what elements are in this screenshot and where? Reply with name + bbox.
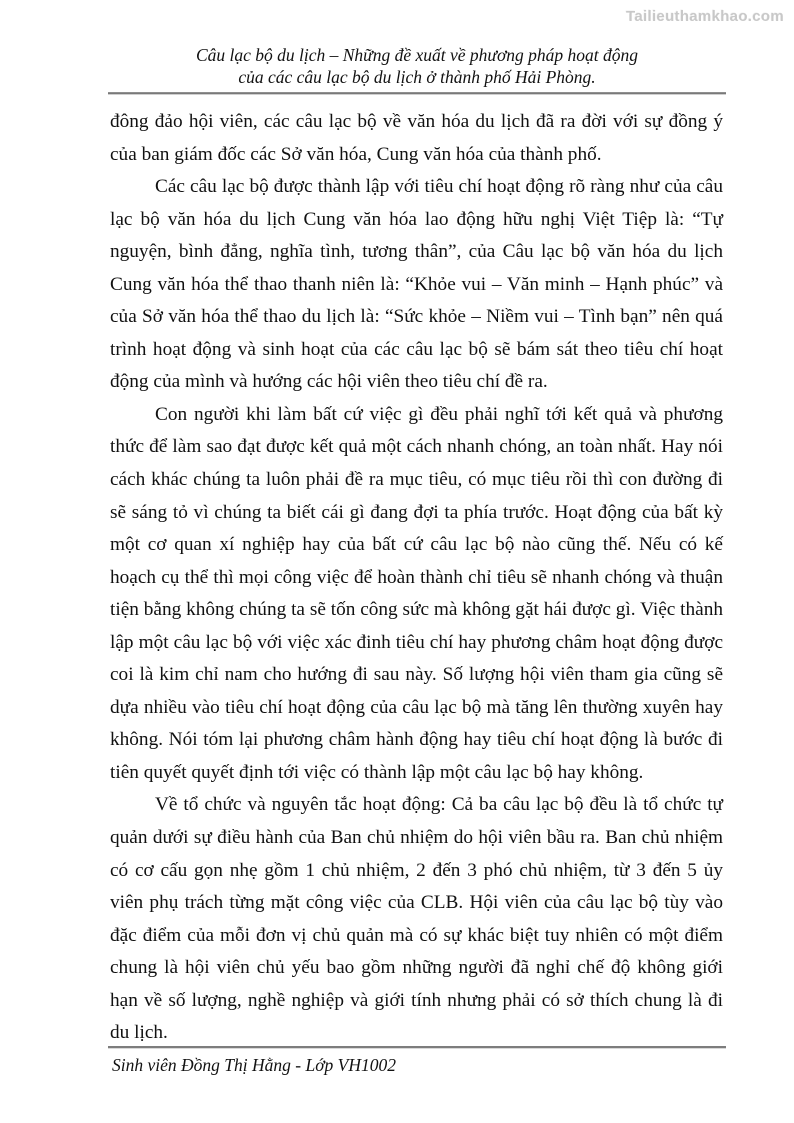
header-title-line-1: Câu lạc bộ du lịch – Những đề xuất về phương pháp hoạt động — [195, 45, 639, 65]
header-title-line-2: của các câu lạc bộ du lịch ở thành phố Hải Phòng. — [238, 66, 596, 87]
page-footer — [108, 1046, 726, 1076]
header-rule — [108, 92, 726, 95]
paragraph-1: đông đảo hội viên, các câu lạc bộ về văn hóa du lịch đã ra đời với sự đồng ý của ban giám đốc các Sở văn hóa, Cung văn hóa của thành phố. — [110, 111, 723, 165]
document-body — [110, 106, 723, 1050]
paragraph-4: Về tổ chức và nguyên tắc hoạt động: Cả ba câu lạc bộ đều là tổ chức tự quản dưới sự điều hành của Ban chủ nhiệm do hội viên bầu ra. Ban chủ nhiệm có cơ cấu gọn nhẹ gồm 1 chủ nhiệm, 2 đến 3 phó chủ nhiệm, từ 3 đến 5 ủy viên phụ trách từng mặt công việc của CLB. Hội viên của câu lạc bộ tùy vào đặc điểm của mỗi đơn vị chủ quản mà có sự khác biệt tuy nhiên có một điểm chung là hội viên chủ yếu bao gồm những người đã nghỉ chế độ không giới hạn về số lượng, nghề nghiệp và giới tính nhưng phải có sở thích chung là đi du lịch. — [110, 794, 723, 1044]
paragraph-2: Các câu lạc bộ được thành lập với tiêu chí hoạt động rõ ràng như của câu lạc bộ văn hóa du lịch Cung văn hóa lao động hữu nghị Việt Tiệp là: “Tự nguyện, bình đẳng, nghĩa tình, tương thân”, của Câu lạc bộ văn hóa du lịch Cung văn hóa thể thao thanh niên là: “Khỏe vui – Văn minh – Hạnh phúc” và của Sở văn hóa thể thao du lịch là: “Sức khỏe – Niềm vui – Tình bạn” nên quá trình hoạt động và sinh hoạt của các câu lạc bộ sẽ bám sát theo tiêu chí hoạt động của mình và hướng các hội viên theo tiêu chí đề ra. — [110, 176, 723, 393]
watermark-text: Tailieuthamkhao.com — [626, 8, 784, 25]
page-header — [108, 45, 726, 95]
footer-author: Sinh viên Đồng Thị Hằng - Lớp VH1002 — [112, 1055, 396, 1075]
paragraph-3: Con người khi làm bất cứ việc gì đều phải nghĩ tới kết quả và phương thức để làm sao đạt được kết quả một cách nhanh chóng, an toàn nhất. Hay nói cách khác chúng ta luôn phải đề ra mục tiêu, có mục tiêu rồi thì con đường đi sẽ sáng tỏ vì chúng ta biết cái gì đang đợi ta phía trước. Hoạt động của bất kỳ một cơ quan xí nghiệp hay của bất cứ câu lạc bộ nào cũng thế. Nếu có kế hoạch cụ thể thì mọi công việc để hoàn thành chỉ tiêu sẽ nhanh chóng và thuận tiện bằng không chúng ta sẽ tốn công sức mà không gặt hái được gì. Việc thành lập một câu lạc bộ với việc xác đinh tiêu chí hay phương châm hoạt động được coi là kim chỉ nam cho hướng đi sau này. Số lượng hội viên tham gia cũng sẽ dựa nhiều vào tiêu chí hoạt động của câu lạc bộ mà tăng lên thường xuyên hay không. Nói tóm lại phương châm hành động hay tiêu chí hoạt động là bước đi tiên quyết quyết định tới việc có thành lập một câu lạc bộ hay không. — [110, 403, 723, 783]
footer-rule — [108, 1046, 726, 1049]
